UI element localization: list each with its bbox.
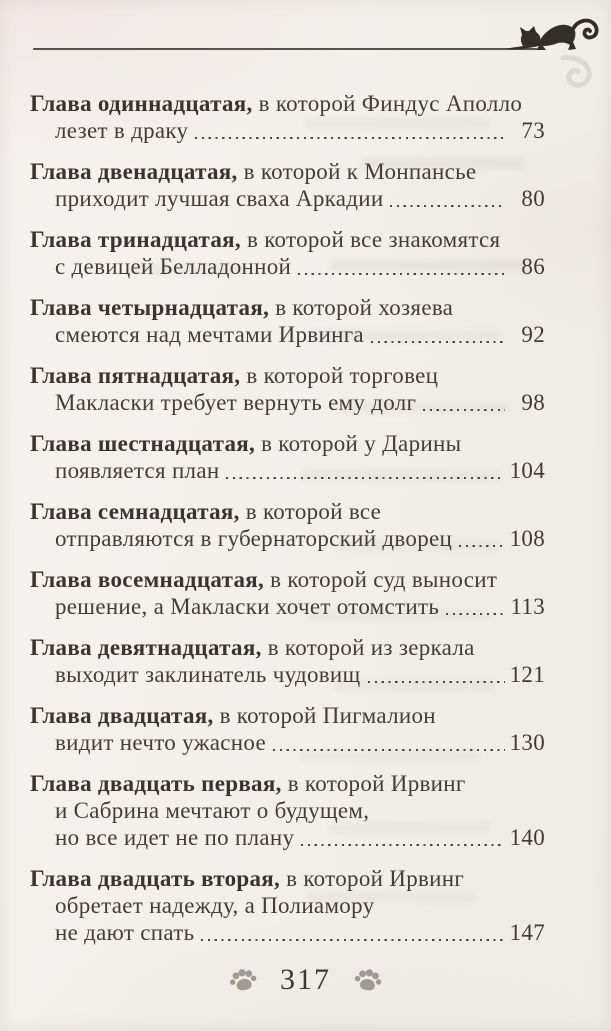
toc-page-number: 113 xyxy=(510,594,545,619)
dot-leader xyxy=(301,844,505,846)
chapter-label: Глава одиннадцатая, xyxy=(30,91,253,116)
toc-entry-first-line: Глава шестнадцатая, в которой у Дарины xyxy=(30,431,462,456)
toc-page-number: 86 xyxy=(521,254,545,279)
toc-entry xyxy=(30,90,545,144)
paw-print-icon xyxy=(351,963,385,997)
toc-entry-last-line xyxy=(30,321,545,348)
table-of-contents xyxy=(30,90,545,960)
toc-entry-text: с девицей Белладонной xyxy=(55,254,292,279)
toc-page-number: 98 xyxy=(521,390,545,415)
toc-entry-text: смеются над мечтами Ирвинга xyxy=(55,322,364,347)
dot-leader xyxy=(195,137,505,139)
toc-entry-text: не дают спать xyxy=(55,920,195,945)
toc-page-number: 147 xyxy=(509,920,545,945)
toc-entry-first-line: Глава тринадцатая, в которой все знакомятся xyxy=(30,227,501,252)
chapter-label: Глава двадцатая, xyxy=(30,703,214,728)
toc-entry-text: решение, а Макласки хочет отомстить xyxy=(55,594,440,619)
toc-entry xyxy=(30,226,545,280)
toc-entry-first-line: Глава двенадцатая, в которой к Монпансье xyxy=(30,159,477,184)
chapter-label: Глава восемнадцатая, xyxy=(30,567,265,592)
toc-entry-last-line xyxy=(30,525,545,552)
dot-leader xyxy=(298,273,505,275)
toc-entry-first-line: Глава пятнадцатая, в которой торговец xyxy=(30,363,439,388)
toc-page-number: 104 xyxy=(509,458,545,483)
dot-leader xyxy=(371,341,505,343)
toc-entry-first-line: Глава семнадцатая, в которой все xyxy=(30,499,382,524)
dot-leader xyxy=(390,205,505,207)
toc-entry-line: обретает надежду, а Полиамору xyxy=(55,893,375,918)
toc-page-number: 80 xyxy=(521,186,545,211)
chapter-label: Глава двенадцатая, xyxy=(30,159,238,184)
chapter-label: Глава шестнадцатая, xyxy=(30,431,256,456)
toc-page-number: 108 xyxy=(509,526,545,551)
toc-entry xyxy=(30,430,545,484)
chapter-label: Глава двадцать первая, xyxy=(30,771,282,796)
toc-entry-last-line xyxy=(30,117,545,144)
dot-leader xyxy=(273,749,505,751)
toc-entry-text: выходит заклинатель чудовищ xyxy=(55,662,361,687)
chapter-label: Глава девятнадцатая, xyxy=(30,635,262,660)
toc-entry-line: и Сабрина мечтают о будущем, xyxy=(55,798,370,823)
dot-leader xyxy=(446,613,505,615)
toc-entry-last-line xyxy=(30,185,545,212)
chapter-label: Глава четырнадцатая, xyxy=(30,295,270,320)
dot-leader xyxy=(459,545,505,547)
cat-tail-ghost-curl xyxy=(557,54,597,92)
toc-entry-first-line: Глава двадцать вторая, в которой Ирвинг xyxy=(30,866,465,891)
dot-leader xyxy=(423,409,505,411)
toc-entry xyxy=(30,770,545,851)
page-footer xyxy=(0,963,611,997)
toc-entry-last-line xyxy=(30,661,545,688)
chapter-label: Глава двадцать вторая, xyxy=(30,866,281,891)
toc-entry-text: но все идет не по плану xyxy=(55,825,295,850)
toc-entry xyxy=(30,362,545,416)
page-number: 317 xyxy=(280,963,331,996)
toc-entry-last-line xyxy=(30,593,545,620)
chapter-label: Глава тринадцатая, xyxy=(30,227,241,252)
toc-entry xyxy=(30,865,545,946)
toc-entry-last-line xyxy=(30,389,545,416)
toc-entry-last-line xyxy=(30,457,545,484)
dot-leader xyxy=(201,939,505,941)
dot-leader xyxy=(368,681,505,683)
toc-page-number: 121 xyxy=(509,662,545,687)
toc-entry xyxy=(30,294,545,348)
toc-page-number: 73 xyxy=(521,118,545,143)
paw-print-icon xyxy=(226,963,261,998)
toc-entry-first-line: Глава восемнадцатая, в которой суд выносит xyxy=(30,567,498,592)
toc-entry-last-line xyxy=(30,729,545,756)
toc-entry-text: Макласки требует вернуть ему долг xyxy=(55,390,417,415)
toc-entry-text: отправляются в губернаторский дворец xyxy=(55,526,453,551)
toc-entry-last-line xyxy=(30,919,545,946)
toc-entry-text: лезет в драку xyxy=(55,118,189,143)
toc-entry-first-line: Глава двадцатая, в которой Пигмалион xyxy=(30,703,436,728)
toc-entry-text: появляется план xyxy=(55,458,220,483)
toc-entry-first-line: Глава девятнадцатая, в которой из зеркала xyxy=(30,635,475,660)
toc-page-number: 130 xyxy=(509,730,545,755)
toc-entry-last-line xyxy=(30,253,545,280)
toc-page-number: 140 xyxy=(509,825,545,850)
toc-entry-last-line xyxy=(30,824,545,851)
toc-entry-first-line: Глава двадцать первая, в которой Ирвинг xyxy=(30,771,466,796)
toc-entry xyxy=(30,498,545,552)
toc-entry xyxy=(30,566,545,620)
header-rule xyxy=(33,48,537,50)
stretching-cat-silhouette-icon xyxy=(505,15,605,55)
toc-entry xyxy=(30,702,545,756)
dot-leader xyxy=(226,477,505,479)
toc-page-number: 92 xyxy=(521,322,545,347)
toc-entry-first-line: Глава четырнадцатая, в которой хозяева xyxy=(30,295,454,320)
toc-entry xyxy=(30,158,545,212)
chapter-label: Глава семнадцатая, xyxy=(30,499,240,524)
toc-entry-text: приходит лучшая сваха Аркадии xyxy=(55,186,384,211)
toc-entry-first-line: Глава одиннадцатая, в которой Финдус Аполло xyxy=(30,91,523,116)
toc-entry xyxy=(30,634,545,688)
chapter-label: Глава пятнадцатая, xyxy=(30,363,241,388)
toc-entry-text: видит нечто ужасное xyxy=(55,730,266,755)
